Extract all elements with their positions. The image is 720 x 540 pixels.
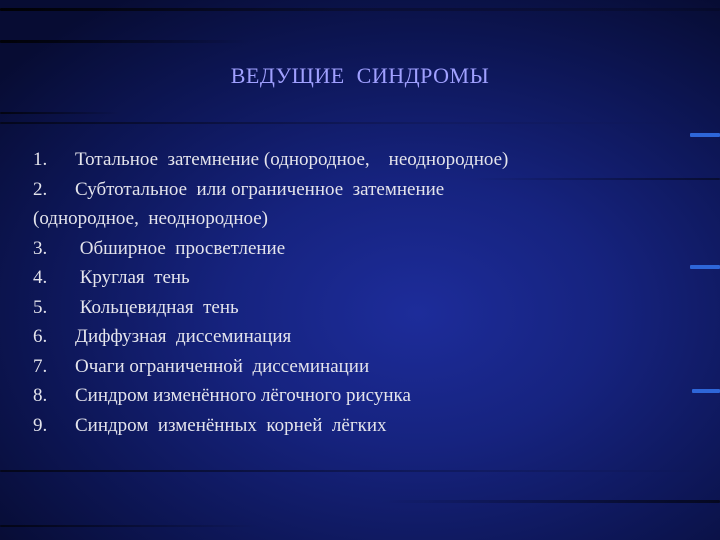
list-item (33, 352, 693, 382)
slide-title: ВЕДУЩИЕ СИНДРОМЫ (230, 63, 490, 88)
item-number: 3. (33, 237, 48, 259)
item-number: 2. (33, 178, 48, 200)
item-number: 4. (33, 267, 48, 288)
item-text: Очаги ограниченной диссеминации (75, 355, 370, 377)
item-text: Кольцевидная тень (75, 296, 239, 318)
list-item-continuation (33, 204, 693, 234)
item-number: 5. (33, 296, 48, 318)
decor-streak (0, 122, 720, 124)
syndrome-list (33, 145, 693, 440)
decor-streak (0, 40, 250, 43)
item-number: 6. (33, 326, 48, 347)
item-number: 9. (33, 414, 48, 436)
list-item (33, 145, 693, 175)
accent-mark (690, 265, 720, 269)
item-text: Круглая тень (75, 267, 190, 288)
decor-streak (0, 470, 720, 472)
item-number: 8. (33, 385, 48, 406)
decor-streak (0, 8, 720, 11)
item-text: (однородное, неоднородное) (33, 208, 268, 229)
decor-streak (380, 500, 720, 503)
item-text: Синдром изменённого лёгочного рисунка (75, 385, 411, 406)
list-item (33, 263, 693, 293)
list-item (33, 411, 693, 441)
item-text: Диффузная диссеминация (75, 326, 292, 347)
list-item (33, 175, 693, 205)
decor-streak (0, 112, 120, 114)
list-item (33, 234, 693, 264)
list-item (33, 381, 693, 411)
item-text: Субтотальное или ограниченное затемнение (75, 178, 445, 200)
item-text: Тотальное затемнение (однородное, неоднородное) (75, 149, 509, 170)
item-text: Обширное просветление (75, 237, 286, 259)
item-number: 1. (33, 149, 48, 170)
accent-mark (690, 133, 720, 137)
list-item (33, 293, 693, 323)
item-number: 7. (33, 355, 48, 377)
accent-mark (692, 389, 720, 393)
list-item (33, 322, 693, 352)
item-text: Синдром изменённых корней лёгких (75, 414, 387, 436)
decor-streak (0, 525, 260, 527)
